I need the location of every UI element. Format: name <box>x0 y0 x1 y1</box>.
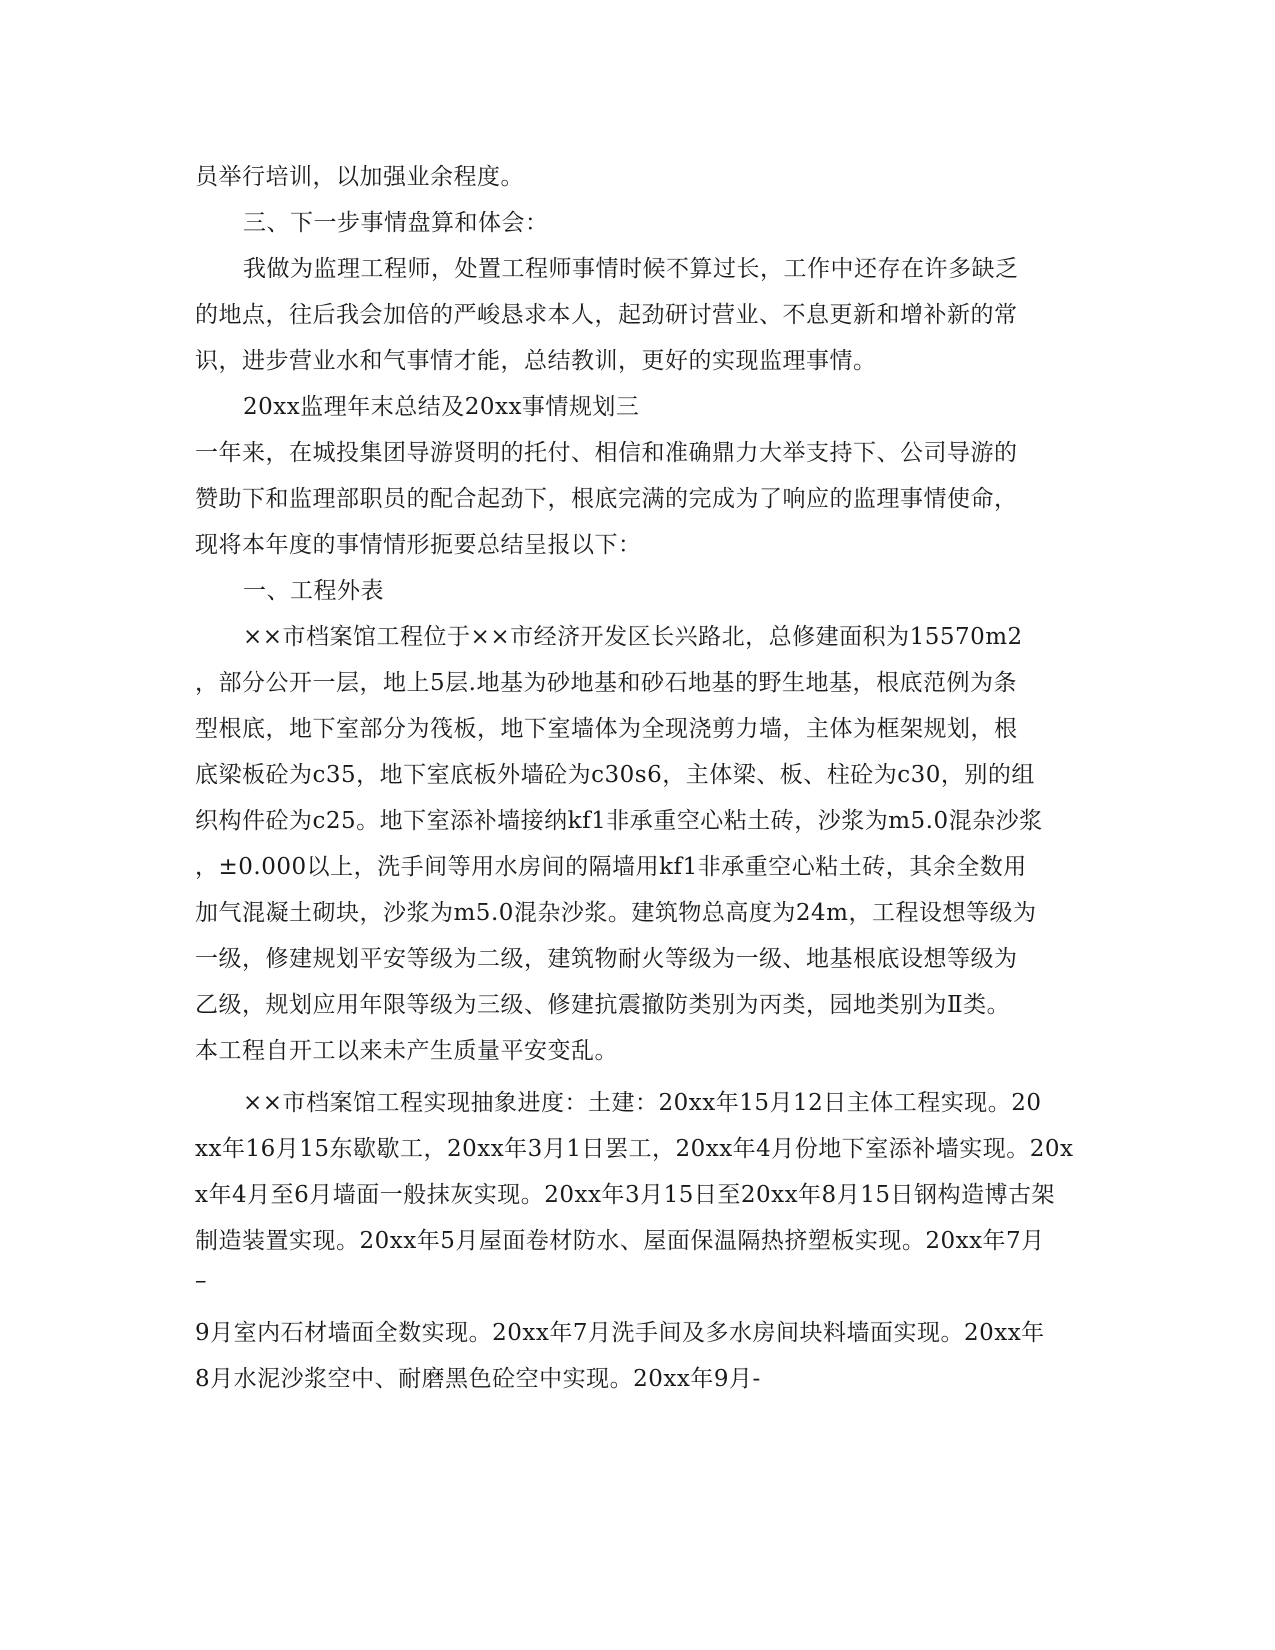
text-line: 底梁板砼为c35，地下室底板外墙砼为c30s6，主体梁、板、柱砼为c30，别的组 <box>195 762 1035 788</box>
text-line: 乙级，规划应用年限等级为三级、修建抗震撤防类别为丙类，园地类别为Ⅱ类。 <box>195 992 1011 1018</box>
text-line: xx年16月15东歇歇工，20xx年3月1日罢工，20xx年4月份地下室添补墙实现。20x <box>195 1136 1074 1162</box>
text-line: ，部分公开一层，地上5层.地基为砂地基和砂石地基的野生地基，根底范例为条 <box>195 670 1017 696</box>
text-line: 本工程自开工以来未产生质量平安变乱。 <box>195 1038 618 1064</box>
text-line: 9月室内石材墙面全数实现。20xx年7月洗手间及多水房间块料墙面实现。20xx年 <box>195 1320 1045 1346</box>
text-line: – <box>195 1268 207 1294</box>
text-line: 织构件砼为c25。地下室添补墙接纳kf1非承重空心粘土砖，沙浆为m5.0混杂沙浆 <box>195 808 1043 834</box>
text-line: 员举行培训，以加强业余程度。 <box>195 164 524 190</box>
document-subtitle: 20xx监理年末总结及20xx事情规划三 <box>243 394 640 420</box>
text-line: 赞助下和监理部职员的配合起劲下，根底完满的完成为了响应的监理事情使命， <box>195 486 1018 512</box>
section-heading: 一、工程外表 <box>243 578 384 604</box>
text-line: x年4月至6月墙面一般抹灰实现。20xx年3月15日至20xx年8月15日钢构造博古架 <box>195 1182 1055 1208</box>
text-line: 现将本年度的事情情形扼要总结呈报以下： <box>195 532 642 558</box>
text-line: ××市档案馆工程实现抽象进度：土建：20xx年15月12日主体工程实现。20 <box>243 1090 1042 1116</box>
text-line: 的地点，往后我会加倍的严峻恳求本人，起劲研讨营业、不息更新和增补新的常 <box>195 302 1018 328</box>
text-line: 一级，修建规划平安等级为二级，建筑物耐火等级为一级、地基根底设想等级为 <box>195 946 1018 972</box>
section-heading: 三、下一步事情盘算和体会： <box>243 210 549 236</box>
text-line: 8月水泥沙浆空中、耐磨黑色砼空中实现。20xx年9月- <box>195 1366 761 1392</box>
text-line: 制造装置实现。20xx年5月屋面卷材防水、屋面保温隔热挤塑板实现。20xx年7月 <box>195 1228 1045 1254</box>
text-line: ××市档案馆工程位于××市经济开发区长兴路北，总修建面积为15570m2 <box>243 624 1023 650</box>
text-line: 识，进步营业水和气事情才能，总结教训，更好的实现监理事情。 <box>195 348 877 374</box>
text-line: 加气混凝土砌块，沙浆为m5.0混杂沙浆。建筑物总高度为24m，工程设想等级为 <box>195 900 1037 926</box>
text-line: ，±0.000以上，洗手间等用水房间的隔墙用kf1非承重空心粘土砖，其余全数用 <box>195 854 1027 880</box>
text-line: 我做为监理工程师，处置工程师事情时候不算过长，工作中还存在许多缺乏 <box>243 256 1019 282</box>
text-line: 一年来，在城投集团导游贤明的托付、相信和准确鼎力大举支持下、公司导游的 <box>195 440 1018 466</box>
text-line: 型根底，地下室部分为筏板，地下室墙体为全现浇剪力墙，主体为框架规划，根 <box>195 716 1018 742</box>
